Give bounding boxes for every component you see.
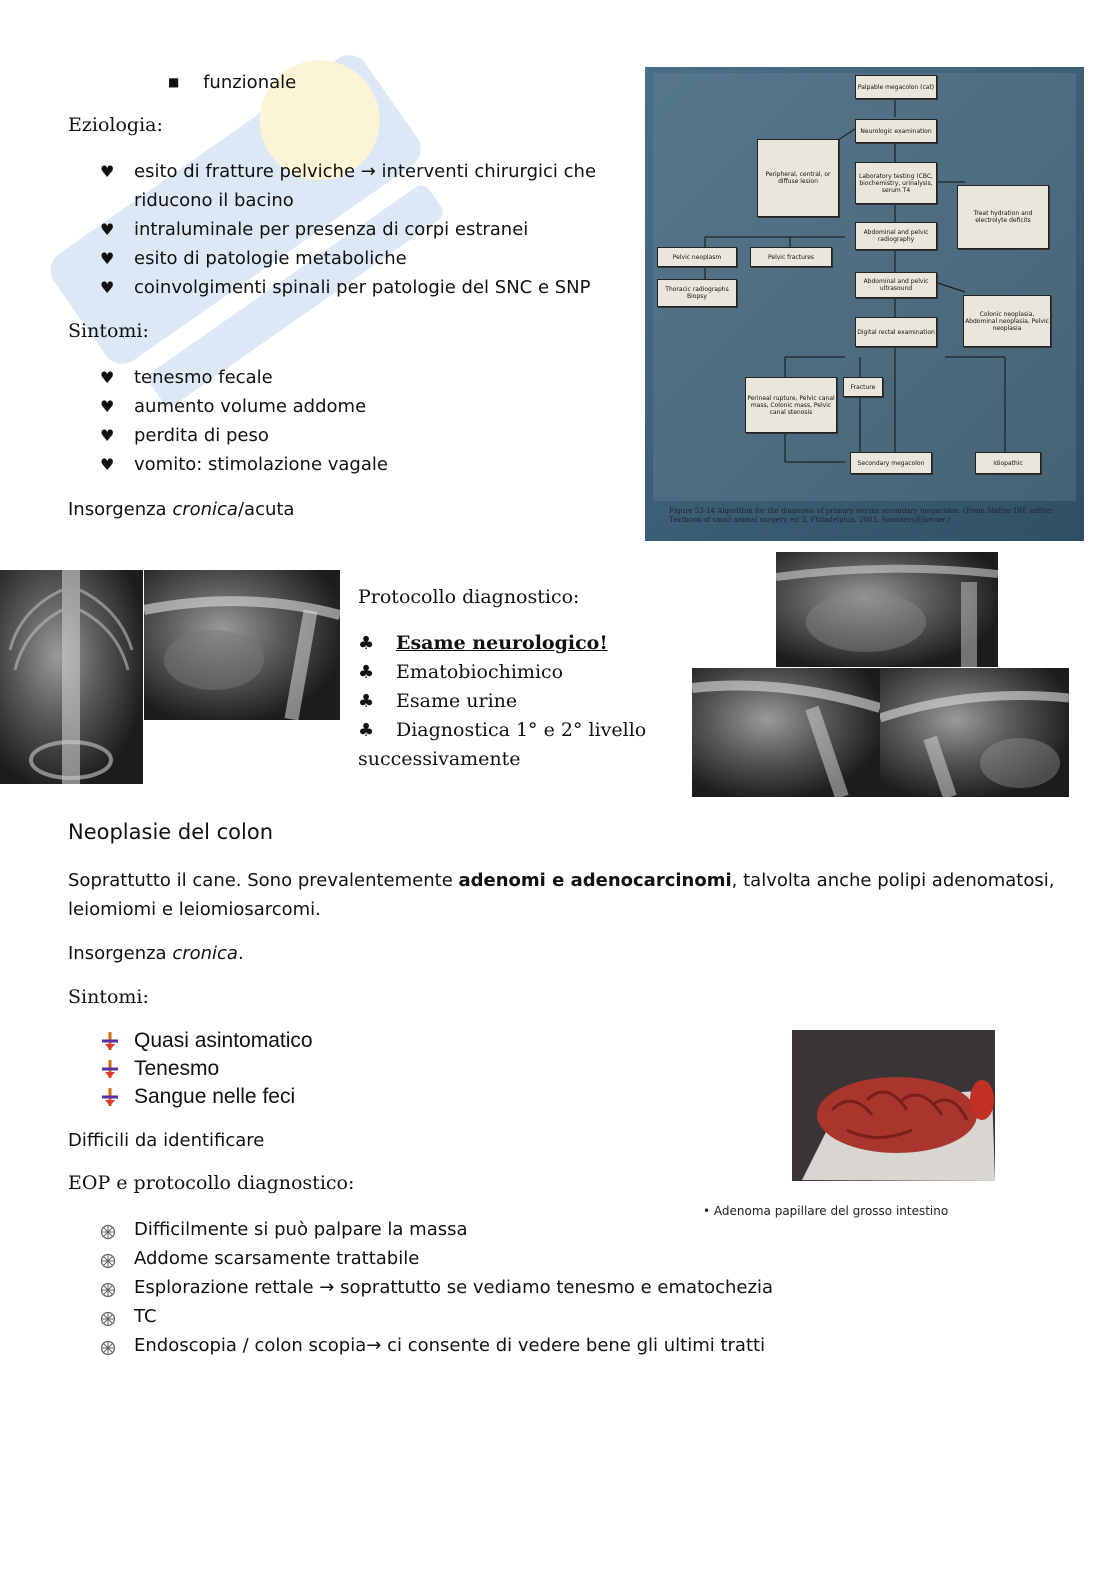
flowchart-box: Idiopathic	[975, 452, 1041, 474]
heart-bullet-icon: ♥	[100, 162, 115, 181]
list-item: Quasi asintomatico	[68, 1027, 568, 1055]
flowchart-box: Thoracic radiographs Biopsy	[657, 279, 737, 307]
list-item: ♣ Diagnostica 1° e 2° livello	[358, 716, 688, 745]
list-item: Difficilmente si può palpare la massa	[68, 1215, 968, 1244]
sintomi-list	[68, 1027, 568, 1111]
flowchart-box: Pelvic fractures	[750, 247, 832, 267]
top-bullet-item: ■ funzionale	[168, 72, 297, 93]
list-item: ♥ perdita di peso	[68, 421, 628, 450]
xray-lateral-image	[144, 570, 340, 720]
spine-sketch	[0, 570, 143, 784]
flowchart-box: Abdominal and pelvic radiography	[855, 222, 937, 250]
heart-bullet-icon: ♥	[100, 220, 115, 239]
list-item: ♥ aumento volume addome	[68, 392, 628, 421]
spine-sketch	[144, 570, 340, 720]
list-item: Tenesmo	[68, 1055, 568, 1083]
flowchart-box: Neurologic examination	[855, 119, 937, 143]
eziologia-heading: Eziologia:	[68, 114, 163, 136]
sintomi-heading: Sintomi:	[68, 986, 149, 1008]
neoplasie-paragraph: Soprattutto il cane. Sono prevalentemente adenomi e adenocarcinomi, talvolta anche polipi adenomatosi, leiomiomi e leiomiosarcomi.	[68, 870, 1055, 920]
club-bullet-icon: ♣	[358, 691, 375, 712]
list-item: ♥ esito di fratture pelviche → interventi chirurgici che	[68, 157, 628, 186]
xray-lateral-abdomen-image	[776, 552, 998, 667]
list-item-continuation: successivamente	[358, 748, 521, 770]
flowchart-box: Peripheral, central, or diffuse lesion	[757, 139, 839, 217]
protocollo-heading: Protocollo diagnostico:	[358, 586, 580, 608]
heart-bullet-icon: ♥	[100, 368, 115, 387]
flowchart-box: Fracture	[843, 377, 883, 397]
list-item: Endoscopia / colon scopia→ ci consente di vedere bene gli ultimi tratti	[68, 1331, 968, 1360]
insorgenza-line: Insorgenza cronica.	[68, 943, 244, 964]
list-item: ♥ tenesmo fecale	[68, 363, 628, 392]
flowchart-box: Digital rectal examination	[855, 317, 937, 347]
list-item: Addome scarsamente trattabile	[68, 1244, 968, 1273]
sintomi-list	[68, 363, 628, 479]
flowchart-box: Pelvic neoplasm	[657, 247, 737, 267]
club-bullet-icon: ♣	[358, 720, 375, 741]
heart-bullet-icon: ♥	[100, 249, 115, 268]
protocollo-list	[358, 629, 688, 774]
xray-pelvis-image	[692, 668, 880, 797]
section-title: Neoplasie del colon	[68, 820, 274, 844]
list-item: Sangue nelle feci	[68, 1083, 568, 1111]
flowchart-box: Laboratory testing (CBC, biochemistry, urinalysis, serum T4	[855, 162, 937, 204]
list-item: ♣ Esame neurologico!	[358, 629, 688, 658]
xray-ventrodorsal-image	[0, 570, 143, 784]
specimen-sketch	[792, 1030, 995, 1181]
sintomi-heading: Sintomi:	[68, 320, 149, 342]
club-bullet-icon: ♣	[358, 633, 375, 654]
list-item: ♥ coinvolgimenti spinali per patologie del SNC e SNP	[68, 273, 628, 302]
flowchart-caption: Figure 53-14 Algorithm for the diagnosis of primary versus secondary megacolon. (From Slatter DH, editor: Textbook of small animal surgery, ed 3, Philadelphia, 2003, Saunders/Elsevier.)	[669, 507, 1054, 524]
colon-specimen-photo	[792, 1030, 995, 1181]
flowchart-box: Treat hydration and electrolyte deficits	[957, 185, 1049, 249]
flowchart-box: Secondary megacolon	[850, 452, 932, 474]
list-item: riducono il bacino	[134, 190, 294, 211]
spine-sketch	[776, 552, 998, 667]
list-item: ♣ Esame urine	[358, 687, 688, 716]
photo-caption: • Adenoma papillare del grosso intestino	[703, 1204, 949, 1218]
eziologia-list	[68, 157, 628, 302]
spine-sketch	[880, 668, 1069, 797]
wheel-bullet-icon	[100, 1336, 116, 1365]
list-item: ♥ vomito: stimolazione vagale	[68, 450, 628, 479]
heart-bullet-icon: ♥	[100, 278, 115, 297]
club-bullet-icon: ♣	[358, 662, 375, 683]
heart-bullet-icon: ♥	[100, 426, 115, 445]
arrow-bullet-icon	[100, 1087, 120, 1115]
list-item: Esplorazione rettale → soprattutto se vediamo tenesmo e ematochezia	[68, 1273, 968, 1302]
eop-heading: EOP e protocollo diagnostico:	[68, 1172, 355, 1194]
flowchart-box: Perineal rupture, Pelvic canal mass, Colonic mass, Pelvic canal stenosis	[745, 377, 837, 433]
list-item: TC	[68, 1302, 968, 1331]
eop-list	[68, 1215, 968, 1360]
xray-tail-image	[880, 668, 1069, 797]
list-item: ♣ Ematobiochimico	[358, 658, 688, 687]
flowchart-box: Colonic neoplasia, Abdominal neoplasia, Pelvic neoplasia	[963, 295, 1051, 347]
heart-bullet-icon: ♥	[100, 455, 115, 474]
flowchart-box: Palpable megacolon (cat)	[855, 75, 937, 99]
flowchart-box: Abdominal and pelvic ultrasound	[855, 272, 937, 298]
list-item: ♥ intraluminale per presenza di corpi estranei	[68, 215, 628, 244]
list-item: ♥ esito di patologie metaboliche	[68, 244, 628, 273]
insorgenza-line: Insorgenza cronica/acuta	[68, 499, 295, 520]
heart-bullet-icon: ♥	[100, 397, 115, 416]
spine-sketch	[692, 668, 880, 797]
megacolon-flowchart-image	[645, 67, 1084, 541]
difficili-line: Difficili da identificare	[68, 1130, 265, 1151]
